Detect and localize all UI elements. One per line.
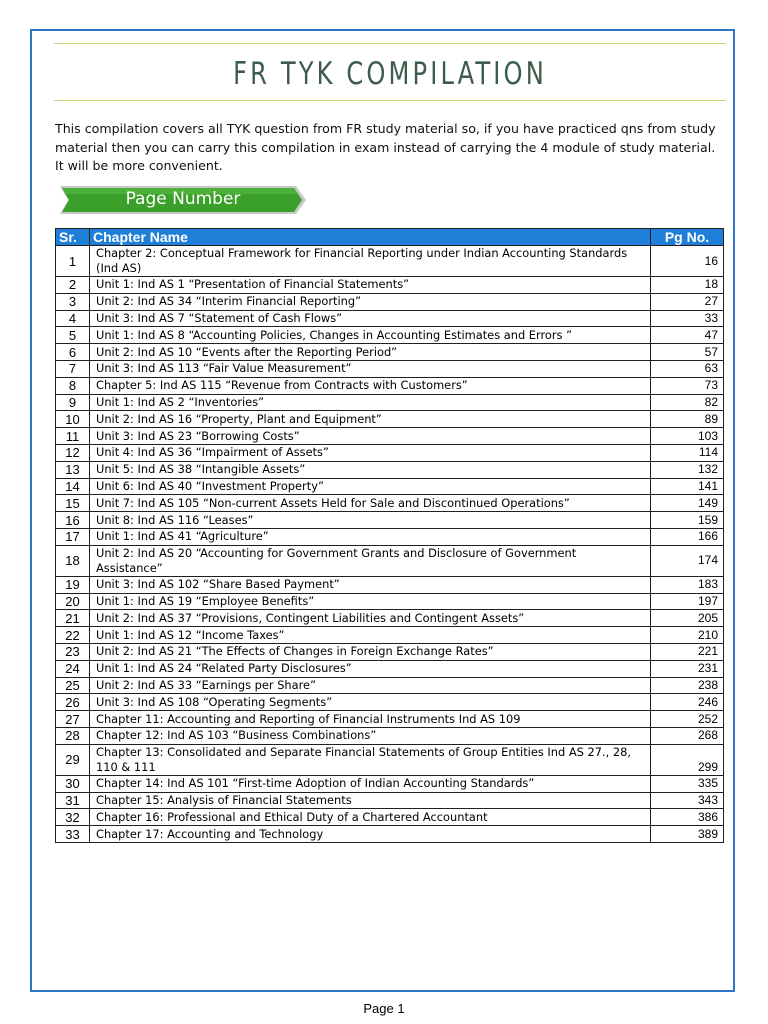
table-row — [56, 478, 724, 495]
row-chapter-name: Unit 1: Ind AS 12 “Income Taxes” — [90, 627, 651, 644]
page-title: FR TYK COMPILATION — [233, 56, 547, 92]
table-row — [56, 775, 724, 792]
row-page-number: 159 — [651, 512, 724, 529]
page-footer: Page 1 — [363, 1001, 405, 1016]
table-header-row — [56, 229, 724, 246]
row-sr: 32 — [56, 809, 90, 826]
table-row — [56, 461, 724, 478]
table-row — [56, 512, 724, 529]
row-sr: 14 — [56, 478, 90, 495]
row-chapter-name: Unit 2: Ind AS 16 “Property, Plant and Equipment” — [90, 411, 651, 428]
row-chapter-name: Unit 7: Ind AS 105 “Non-current Assets Held for Sale and Discontinued Operations” — [90, 495, 651, 512]
table-row — [56, 246, 724, 277]
table-row — [56, 277, 724, 294]
row-page-number: 27 — [651, 293, 724, 310]
row-chapter-name: Unit 8: Ind AS 116 “Leases” — [90, 512, 651, 529]
row-page-number: 335 — [651, 775, 724, 792]
table-row — [56, 444, 724, 461]
table-row — [56, 360, 724, 377]
table-row — [56, 711, 724, 728]
row-sr: 30 — [56, 775, 90, 792]
table-row — [56, 293, 724, 310]
row-chapter-name: Chapter 2: Conceptual Framework for Financial Reporting under Indian Accounting Standards (Ind AS) — [90, 246, 651, 277]
row-page-number: 210 — [651, 627, 724, 644]
row-sr: 27 — [56, 711, 90, 728]
table-row — [56, 394, 724, 411]
row-chapter-name: Unit 3: Ind AS 108 “Operating Segments” — [90, 694, 651, 711]
row-chapter-name: Unit 2: Ind AS 20 “Accounting for Government Grants and Disclosure of Government Assistance” — [90, 545, 651, 576]
table-row — [56, 826, 724, 843]
header-chapter-name: Chapter Name — [90, 229, 651, 246]
table-row — [56, 344, 724, 361]
row-sr: 25 — [56, 677, 90, 694]
row-sr: 29 — [56, 744, 90, 775]
row-sr: 16 — [56, 512, 90, 529]
row-sr: 10 — [56, 411, 90, 428]
title-top-rule — [54, 43, 726, 44]
row-page-number: 132 — [651, 461, 724, 478]
row-chapter-name: Chapter 17: Accounting and Technology — [90, 826, 651, 843]
row-sr: 23 — [56, 643, 90, 660]
row-chapter-name: Unit 1: Ind AS 24 “Related Party Disclosures” — [90, 660, 651, 677]
row-chapter-name: Unit 1: Ind AS 2 “Inventories” — [90, 394, 651, 411]
table-row — [56, 610, 724, 627]
row-sr: 13 — [56, 461, 90, 478]
row-page-number: 89 — [651, 411, 724, 428]
row-sr: 21 — [56, 610, 90, 627]
row-chapter-name: Unit 4: Ind AS 36 “Impairment of Assets” — [90, 444, 651, 461]
row-page-number: 246 — [651, 694, 724, 711]
row-page-number: 114 — [651, 444, 724, 461]
table-row — [56, 495, 724, 512]
table-row — [56, 809, 724, 826]
row-chapter-name: Chapter 16: Professional and Ethical Duty of a Chartered Accountant — [90, 809, 651, 826]
row-page-number: 221 — [651, 643, 724, 660]
row-page-number: 103 — [651, 428, 724, 445]
row-chapter-name: Chapter 14: Ind AS 101 “First-time Adoption of Indian Accounting Standards” — [90, 775, 651, 792]
row-page-number: 18 — [651, 277, 724, 294]
header-sr: Sr. — [56, 229, 90, 246]
row-page-number: 197 — [651, 593, 724, 610]
row-sr: 3 — [56, 293, 90, 310]
row-chapter-name: Unit 3: Ind AS 23 “Borrowing Costs” — [90, 428, 651, 445]
table-row — [56, 593, 724, 610]
row-page-number: 205 — [651, 610, 724, 627]
row-page-number: 47 — [651, 327, 724, 344]
row-page-number: 73 — [651, 377, 724, 394]
row-chapter-name: Unit 3: Ind AS 113 “Fair Value Measurement” — [90, 360, 651, 377]
row-sr: 20 — [56, 593, 90, 610]
table-row — [56, 643, 724, 660]
row-sr: 31 — [56, 792, 90, 809]
row-chapter-name: Unit 2: Ind AS 34 “Interim Financial Reporting” — [90, 293, 651, 310]
row-sr: 17 — [56, 528, 90, 545]
row-page-number: 389 — [651, 826, 724, 843]
row-chapter-name: Unit 1: Ind AS 8 “Accounting Policies, Changes in Accounting Estimates and Errors ” — [90, 327, 651, 344]
row-page-number: 343 — [651, 792, 724, 809]
table-row — [56, 727, 724, 744]
row-page-number: 16 — [651, 246, 724, 277]
row-page-number: 141 — [651, 478, 724, 495]
page-number-banner — [60, 186, 306, 214]
row-page-number: 183 — [651, 576, 724, 593]
row-page-number: 386 — [651, 809, 724, 826]
row-sr: 2 — [56, 277, 90, 294]
row-page-number: 299 — [651, 744, 724, 775]
table-row — [56, 660, 724, 677]
row-sr: 6 — [56, 344, 90, 361]
header-page-number: Pg No. — [651, 229, 724, 246]
row-chapter-name: Unit 2: Ind AS 10 “Events after the Reporting Period” — [90, 344, 651, 361]
table-row — [56, 744, 724, 775]
row-sr: 1 — [56, 246, 90, 277]
row-page-number: 231 — [651, 660, 724, 677]
row-sr: 24 — [56, 660, 90, 677]
row-chapter-name: Unit 2: Ind AS 21 “The Effects of Changes in Foreign Exchange Rates” — [90, 643, 651, 660]
row-chapter-name: Unit 2: Ind AS 33 “Earnings per Share” — [90, 677, 651, 694]
row-sr: 12 — [56, 444, 90, 461]
row-chapter-name: Unit 1: Ind AS 1 “Presentation of Financial Statements” — [90, 277, 651, 294]
row-page-number: 149 — [651, 495, 724, 512]
row-sr: 9 — [56, 394, 90, 411]
table-row — [56, 677, 724, 694]
row-chapter-name: Chapter 15: Analysis of Financial Statements — [90, 792, 651, 809]
intro-paragraph: This compilation covers all TYK question from FR study material so, if you have practiced qns from study material then you can carry this compilation in exam instead of carrying the 4 module of study material. It will be more convenient. — [55, 121, 716, 173]
banner-label: Page Number — [125, 189, 241, 209]
table-row — [56, 694, 724, 711]
row-sr: 8 — [56, 377, 90, 394]
row-page-number: 82 — [651, 394, 724, 411]
row-sr: 26 — [56, 694, 90, 711]
row-page-number: 268 — [651, 727, 724, 744]
row-chapter-name: Unit 6: Ind AS 40 “Investment Property” — [90, 478, 651, 495]
row-sr: 4 — [56, 310, 90, 327]
row-sr: 19 — [56, 576, 90, 593]
chapter-table — [55, 228, 724, 843]
table-row — [56, 792, 724, 809]
row-chapter-name: Unit 1: Ind AS 41 “Agriculture” — [90, 528, 651, 545]
row-sr: 18 — [56, 545, 90, 576]
table-row — [56, 576, 724, 593]
row-page-number: 63 — [651, 360, 724, 377]
table-row — [56, 327, 724, 344]
row-sr: 15 — [56, 495, 90, 512]
row-page-number: 238 — [651, 677, 724, 694]
table-row — [56, 627, 724, 644]
row-chapter-name: Chapter 5: Ind AS 115 “Revenue from Contracts with Customers” — [90, 377, 651, 394]
table-row — [56, 528, 724, 545]
table-row — [56, 310, 724, 327]
row-sr: 11 — [56, 428, 90, 445]
row-page-number: 252 — [651, 711, 724, 728]
row-chapter-name: Unit 1: Ind AS 19 “Employee Benefits” — [90, 593, 651, 610]
table-row — [56, 545, 724, 576]
row-sr: 22 — [56, 627, 90, 644]
row-sr: 33 — [56, 826, 90, 843]
row-chapter-name: Chapter 11: Accounting and Reporting of Financial Instruments Ind AS 109 — [90, 711, 651, 728]
row-page-number: 166 — [651, 528, 724, 545]
row-chapter-name: Chapter 12: Ind AS 103 “Business Combinations” — [90, 727, 651, 744]
row-chapter-name: Unit 2: Ind AS 37 “Provisions, Contingent Liabilities and Contingent Assets” — [90, 610, 651, 627]
row-page-number: 33 — [651, 310, 724, 327]
row-chapter-name: Unit 3: Ind AS 7 “Statement of Cash Flows” — [90, 310, 651, 327]
row-chapter-name: Chapter 13: Consolidated and Separate Financial Statements of Group Entities Ind AS 27., 28, 110 & 111 — [90, 744, 651, 775]
title-bottom-rule — [54, 100, 726, 101]
table-row — [56, 428, 724, 445]
row-sr: 28 — [56, 727, 90, 744]
row-chapter-name: Unit 3: Ind AS 102 “Share Based Payment” — [90, 576, 651, 593]
row-page-number: 174 — [651, 545, 724, 576]
table-row — [56, 377, 724, 394]
table-body — [56, 246, 724, 843]
table-row — [56, 411, 724, 428]
row-chapter-name: Unit 5: Ind AS 38 “Intangible Assets” — [90, 461, 651, 478]
row-sr: 7 — [56, 360, 90, 377]
row-sr: 5 — [56, 327, 90, 344]
row-page-number: 57 — [651, 344, 724, 361]
